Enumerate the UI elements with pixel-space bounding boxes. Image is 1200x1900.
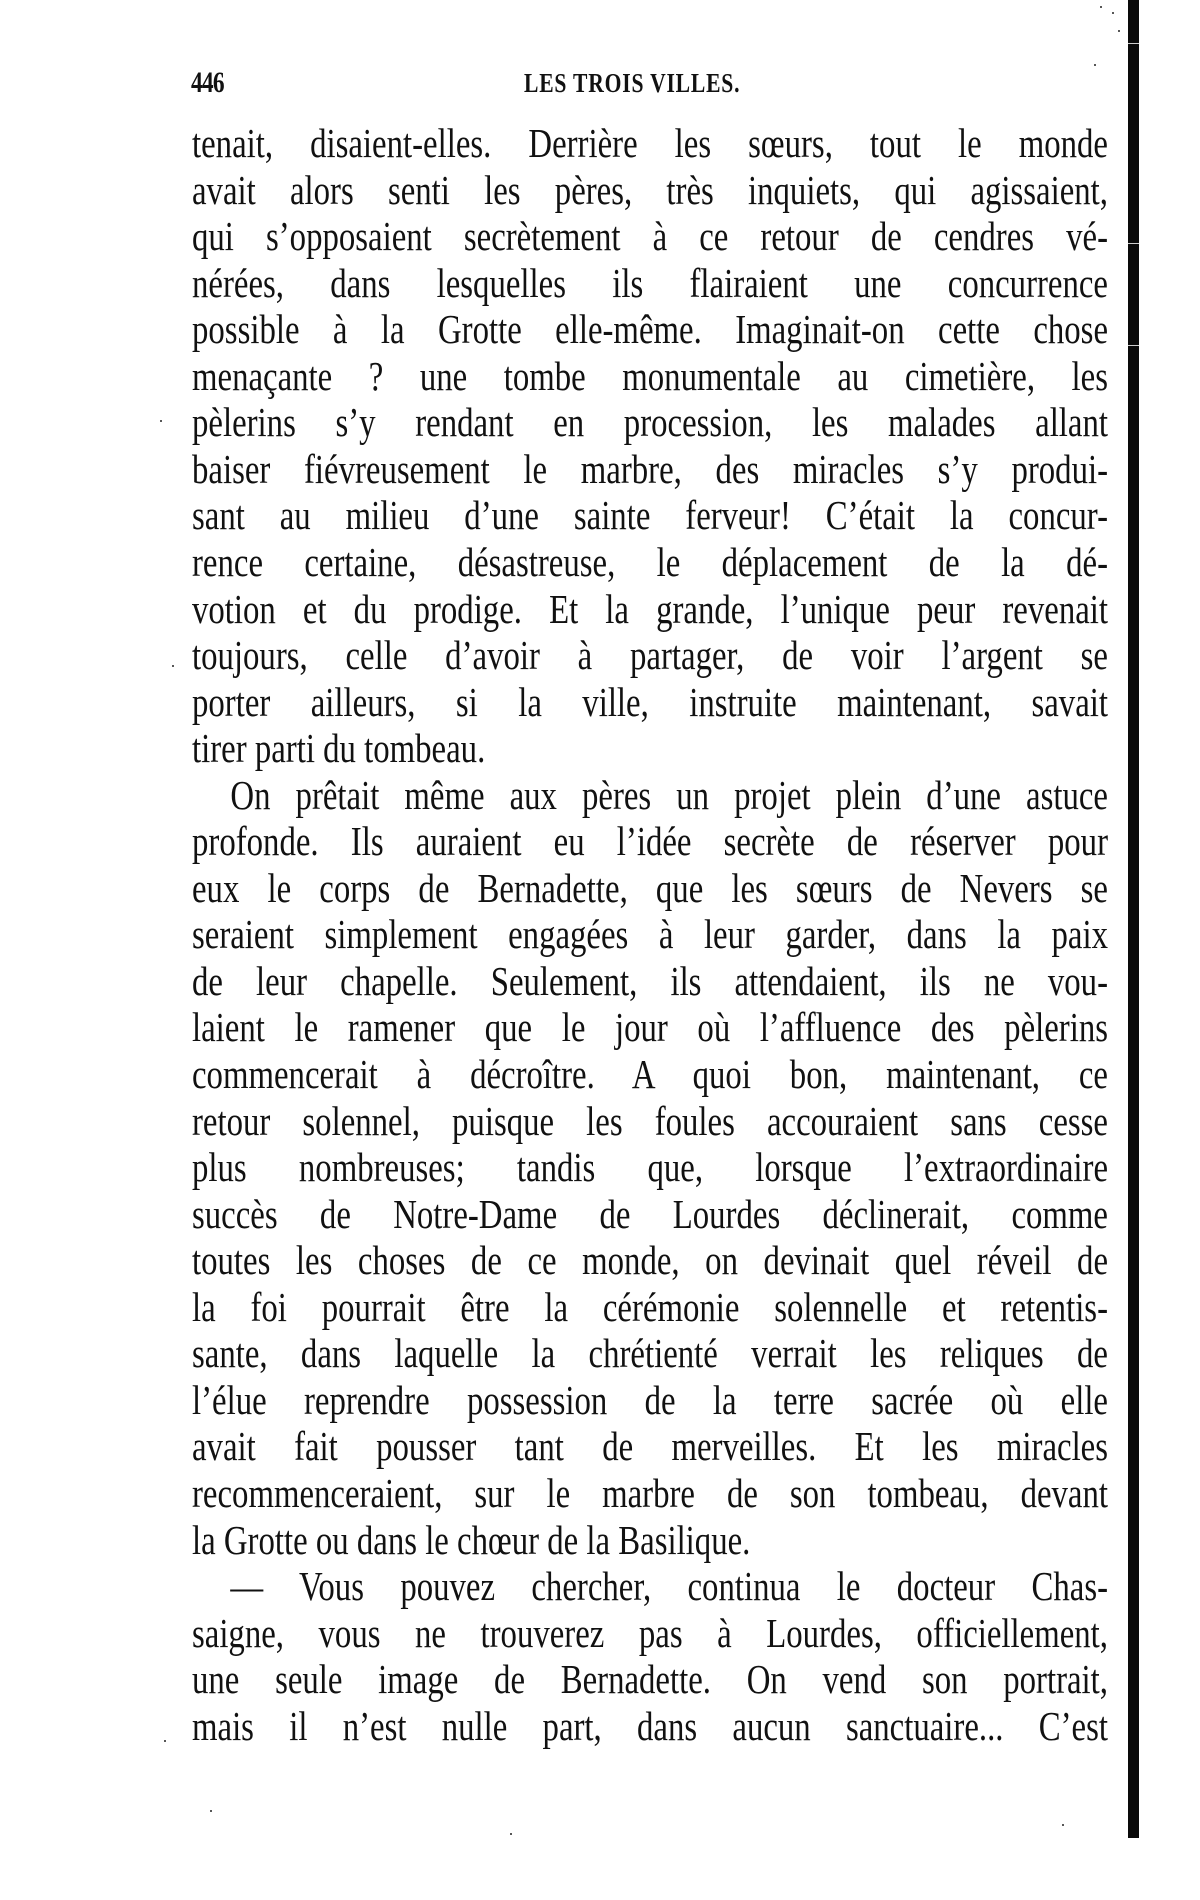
text-line: retour solennel, puisque les foules accouraient sans cesse — [192, 1097, 1108, 1144]
text-line: porter ailleurs, si la ville, instruite maintenant, savait — [192, 678, 1108, 725]
text-line: recommenceraient, sur le marbre de son tombeau, devant — [192, 1469, 1108, 1516]
text-line: sant au milieu d’une sainte ferveur! C’était la concur- — [192, 492, 1108, 539]
text-line: pèlerins s’y rendant en procession, les malades allant — [192, 399, 1108, 446]
text-line: — Vous pouvez chercher, continua le docteur Chas- — [230, 1563, 1108, 1610]
binding-edge-bar — [1128, 0, 1139, 1838]
text-line: succès de Notre-Dame de Lourdes déclinerait, comme — [192, 1190, 1108, 1237]
text-line: nérées, dans lesquelles ils flairaient une concurrence — [192, 259, 1108, 306]
scan-speck — [160, 420, 162, 422]
text-line: eux le corps de Bernadette, que les sœurs de Nevers se — [192, 864, 1108, 911]
text-line: rence certaine, désastreuse, le déplacement de la dé- — [192, 538, 1108, 585]
text-line: de leur chapelle. Seulement, ils attendaient, ils ne vou- — [192, 957, 1108, 1004]
scan-speck — [210, 1810, 212, 1812]
text-line: votion et du prodige. Et la grande, l’unique peur revenait — [192, 585, 1108, 632]
text-line: On prêtait même aux pères un projet plein d’une astuce — [230, 771, 1108, 818]
text-line: la Grotte ou dans le chœur de la Basilique. — [192, 1516, 751, 1563]
scan-speck — [1094, 64, 1096, 66]
page-number: 446 — [191, 66, 224, 99]
text-line: avait alors senti les pères, très inquiets, qui agissaient, — [192, 166, 1108, 213]
text-line: avait fait pousser tant de merveilles. Et les miracles — [192, 1423, 1108, 1470]
text-line: possible à la Grotte elle-même. Imaginait-on cette chose — [192, 306, 1108, 353]
text-line: toujours, celle d’avoir à partager, de voir l’argent se — [192, 632, 1108, 679]
text-line: toutes les choses de ce monde, on devinait quel réveil de — [192, 1237, 1108, 1284]
text-line: saigne, vous ne trouverez pas à Lourdes, officiellement, — [192, 1609, 1108, 1656]
scan-speck — [1118, 30, 1120, 32]
text-line: la foi pourrait être la cérémonie solennelle et retentis- — [192, 1283, 1108, 1330]
text-line: plus nombreuses; tandis que, lorsque l’extraordinaire — [192, 1144, 1108, 1191]
text-line: mais il n’est nulle part, dans aucun sanctuaire... C’est — [192, 1702, 1108, 1749]
binding-edge-mark — [1128, 345, 1139, 346]
scan-speck — [164, 1740, 166, 1742]
running-title: LES TROIS VILLES. — [524, 68, 741, 98]
text-line: profonde. Ils auraient eu l’idée secrète de réserver pour — [192, 818, 1108, 865]
text-line: baiser fiévreusement le marbre, des miracles s’y produi- — [192, 445, 1108, 492]
text-line: qui s’opposaient secrètement à ce retour de cendres vé- — [192, 213, 1108, 260]
scan-speck — [1062, 1824, 1064, 1826]
text-line: menaçante ? une tombe monumentale au cimetière, les — [192, 352, 1108, 399]
text-line: seraient simplement engagées à leur garder, dans la paix — [192, 911, 1108, 958]
scan-speck — [1112, 12, 1114, 14]
text-line: tenait, disaient-elles. Derrière les sœurs, tout le monde — [192, 120, 1108, 166]
scan-speck — [1100, 6, 1102, 8]
text-line: tirer parti du tombeau. — [192, 725, 486, 772]
text-line: sante, dans laquelle la chrétienté verrait les reliques de — [192, 1330, 1108, 1377]
scan-speck — [510, 1833, 512, 1835]
scan-speck — [172, 665, 174, 667]
binding-edge-mark — [1128, 243, 1139, 244]
text-line: laient le ramener que le jour où l’affluence des pèlerins — [192, 1004, 1108, 1051]
text-line: l’élue reprendre possession de la terre sacrée où elle — [192, 1376, 1108, 1423]
binding-edge-mark — [1128, 43, 1139, 44]
text-line: commencerait à décroître. A quoi bon, maintenant, ce — [192, 1051, 1108, 1097]
text-line: une seule image de Bernadette. On vend son portrait, — [192, 1656, 1108, 1703]
